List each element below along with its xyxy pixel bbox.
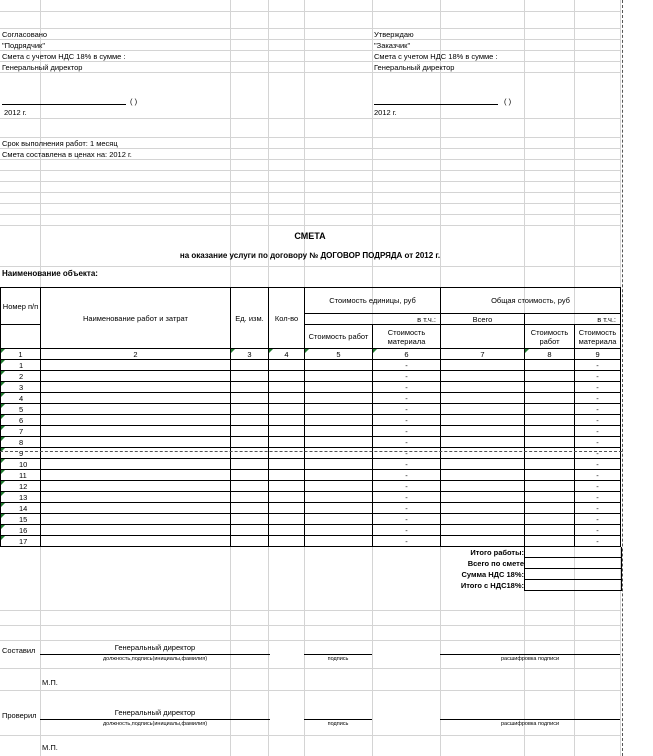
grid-line	[0, 170, 620, 171]
row-number-cell: 8	[1, 437, 41, 448]
dash-cell: -	[575, 470, 621, 481]
grid-line	[0, 72, 620, 73]
dash-cell: -	[575, 514, 621, 525]
cell-marker-icon	[373, 349, 377, 353]
empty-cell	[441, 525, 525, 536]
column-number-cell: 5	[305, 349, 373, 360]
cell-marker-icon	[1, 514, 5, 518]
dash-cell: -	[575, 360, 621, 371]
empty-cell	[525, 481, 575, 492]
dash-cell: -	[373, 448, 441, 459]
empty-cell	[441, 514, 525, 525]
header-total-cost: Общая стоимость, руб	[441, 288, 621, 314]
empty-cell	[525, 382, 575, 393]
right-party: "Заказчик"	[374, 41, 411, 50]
right-signature-line	[374, 104, 498, 105]
cell-marker-icon	[1, 525, 5, 529]
grid-line	[0, 28, 620, 29]
compiled-sign-caption: подпись	[327, 656, 349, 662]
cell-marker-icon	[525, 349, 529, 353]
empty-cell	[231, 404, 269, 415]
row-number-cell: 6	[1, 415, 41, 426]
empty-cell	[269, 503, 305, 514]
empty-cell	[269, 437, 305, 448]
dash-cell: -	[575, 481, 621, 492]
cell-marker-icon	[1, 503, 5, 507]
totals-all-label: Всего по смете	[467, 559, 524, 568]
left-position: Генеральный директор	[2, 63, 83, 72]
empty-cell	[231, 503, 269, 514]
header-num-blank	[1, 325, 41, 349]
cell-marker-icon	[1, 492, 5, 496]
empty-cell	[305, 503, 373, 514]
empty-cell	[305, 393, 373, 404]
table-row	[1, 481, 621, 492]
row-number-cell: 2	[1, 371, 41, 382]
cell-marker-icon	[1, 404, 5, 408]
row-number-cell: 4	[1, 393, 41, 404]
document-title: СМЕТА	[294, 231, 326, 241]
column-number-cell: 9	[575, 349, 621, 360]
row-number-cell: 10	[1, 459, 41, 470]
cell-marker-icon	[1, 536, 5, 540]
empty-cell	[441, 536, 525, 547]
empty-cell	[231, 371, 269, 382]
grid-line	[0, 159, 620, 160]
right-sign-paren: ( )	[504, 97, 512, 106]
empty-cell	[441, 360, 525, 371]
dash-cell: -	[575, 492, 621, 503]
grid-line	[0, 225, 620, 226]
column-number-cell: 7	[441, 349, 525, 360]
table-row	[1, 492, 621, 503]
dash-cell: -	[373, 459, 441, 470]
dash-cell: -	[575, 536, 621, 547]
grid-line	[0, 39, 620, 40]
header-unit-works: Стоимость работ	[305, 325, 373, 349]
empty-cell	[231, 393, 269, 404]
header-incl-total: в т.ч.:	[525, 314, 621, 325]
cell-marker-icon	[1, 393, 5, 397]
right-position: Генеральный директор	[374, 63, 455, 72]
empty-cell	[441, 470, 525, 481]
empty-cell	[525, 404, 575, 415]
estimate-table	[0, 287, 621, 547]
grid-line	[0, 118, 620, 119]
empty-cell	[269, 360, 305, 371]
empty-cell	[231, 448, 269, 459]
cell-marker-icon	[1, 437, 5, 441]
grid-line	[0, 61, 620, 62]
cell-marker-icon	[231, 349, 235, 353]
empty-cell	[305, 448, 373, 459]
grid-line	[0, 735, 620, 736]
row-number-cell: 16	[1, 525, 41, 536]
empty-cell	[41, 536, 231, 547]
left-signature-line	[2, 104, 126, 105]
checked-decode-caption: расшифровка подписи	[500, 721, 560, 727]
empty-cell	[41, 459, 231, 470]
compiled-position-caption: должность,подпись(инициалы,фамилия)	[102, 656, 208, 662]
column-number-cell: 6	[373, 349, 441, 360]
checked-position-caption: должность,подпись(инициалы,фамилия)	[102, 721, 208, 727]
empty-cell	[305, 536, 373, 547]
table-row	[1, 514, 621, 525]
empty-cell	[231, 415, 269, 426]
empty-cell	[41, 503, 231, 514]
empty-cell	[41, 470, 231, 481]
empty-cell	[525, 371, 575, 382]
empty-cell	[441, 426, 525, 437]
dash-cell: -	[373, 503, 441, 514]
grid-line	[0, 148, 620, 149]
empty-cell	[41, 448, 231, 459]
dash-cell: -	[373, 415, 441, 426]
grid-line	[0, 181, 620, 182]
empty-cell	[269, 382, 305, 393]
cell-marker-icon	[1, 415, 5, 419]
grid-line	[0, 610, 620, 611]
row-number-cell: 7	[1, 426, 41, 437]
empty-cell	[231, 470, 269, 481]
row-number-cell: 3	[1, 382, 41, 393]
row-number-cell: 13	[1, 492, 41, 503]
empty-cell	[269, 481, 305, 492]
dash-cell: -	[373, 525, 441, 536]
document-subtitle: на оказание услуги по договору № ДОГОВОР ПОДРЯДА от 2012 г.	[179, 251, 441, 260]
row-number-cell: 14	[1, 503, 41, 514]
empty-cell	[525, 525, 575, 536]
cell-marker-icon	[1, 360, 5, 364]
cell-marker-icon	[1, 349, 5, 353]
empty-cell	[441, 492, 525, 503]
empty-cell	[269, 536, 305, 547]
column-number-cell: 1	[1, 349, 41, 360]
empty-cell	[305, 371, 373, 382]
empty-cell	[305, 492, 373, 503]
empty-cell	[525, 503, 575, 514]
dash-cell: -	[575, 404, 621, 415]
empty-cell	[305, 514, 373, 525]
grid-line	[0, 625, 620, 626]
grid-line	[0, 214, 620, 215]
checked-stamp: М.П.	[42, 743, 58, 752]
empty-cell	[41, 360, 231, 371]
table-row	[1, 393, 621, 404]
empty-cell	[231, 426, 269, 437]
column-number-cell: 3	[231, 349, 269, 360]
empty-cell	[269, 393, 305, 404]
empty-cell	[41, 481, 231, 492]
empty-cell	[441, 415, 525, 426]
table-row	[1, 382, 621, 393]
totals-all-value	[524, 558, 622, 569]
grid-line	[0, 668, 620, 669]
empty-cell	[231, 525, 269, 536]
grid-line	[0, 690, 620, 691]
empty-cell	[231, 382, 269, 393]
cell-marker-icon	[1, 459, 5, 463]
empty-cell	[41, 426, 231, 437]
term-line: Срок выполнения работ: 1 месяц	[2, 139, 118, 148]
cell-marker-icon	[305, 349, 309, 353]
header-incl-unit: в т.ч.:	[305, 314, 441, 325]
dash-cell: -	[575, 371, 621, 382]
dash-cell: -	[373, 393, 441, 404]
totals-works-label: Итого работы:	[470, 548, 524, 557]
left-sign-paren: ( )	[130, 97, 138, 106]
grid-line	[0, 640, 620, 641]
empty-cell	[305, 470, 373, 481]
empty-cell	[305, 525, 373, 536]
right-vat-line: Смета с учетом НДС 18% в сумме :	[374, 52, 498, 61]
dash-cell: -	[575, 393, 621, 404]
grid-line	[0, 266, 620, 267]
cell-marker-icon	[1, 481, 5, 485]
row-number-cell: 9	[1, 448, 41, 459]
table-body	[1, 360, 621, 547]
checked-sign-caption: подпись	[327, 721, 349, 727]
empty-cell	[441, 393, 525, 404]
grid-line	[0, 137, 620, 138]
dash-cell: -	[575, 415, 621, 426]
empty-cell	[41, 525, 231, 536]
totals-vat-value	[524, 569, 622, 580]
empty-cell	[269, 404, 305, 415]
table-row	[1, 360, 621, 371]
header-total-materials: Стоимость материала	[575, 325, 621, 349]
cell-marker-icon	[1, 382, 5, 386]
table-row	[1, 459, 621, 470]
checked-label: Проверил	[2, 711, 37, 720]
left-year: 2012 г.	[4, 108, 27, 117]
table-row	[1, 448, 621, 459]
grid-line	[0, 50, 620, 51]
empty-cell	[525, 536, 575, 547]
dash-cell: -	[373, 437, 441, 448]
grid-line	[0, 11, 620, 12]
compiled-decode-caption: расшифровка подписи	[500, 656, 560, 662]
row-number-cell: 17	[1, 536, 41, 547]
header-unit-materials: Стоимость материала	[373, 325, 441, 349]
totals-with-vat-label: Итого с НДС18%:	[460, 581, 524, 590]
empty-cell	[305, 481, 373, 492]
empty-cell	[269, 371, 305, 382]
row-number-cell: 1	[1, 360, 41, 371]
header-unit-cost: Стоимость единицы, руб	[305, 288, 441, 314]
empty-cell	[525, 393, 575, 404]
empty-cell	[525, 470, 575, 481]
empty-cell	[41, 415, 231, 426]
empty-cell	[41, 492, 231, 503]
dash-cell: -	[575, 448, 621, 459]
header-num: Номер п/п	[1, 288, 41, 325]
empty-cell	[525, 492, 575, 503]
empty-cell	[305, 426, 373, 437]
grid-line	[0, 192, 620, 193]
compiled-stamp: М.П.	[42, 678, 58, 687]
table-row	[1, 371, 621, 382]
empty-cell	[231, 514, 269, 525]
header-qty: Кол-во	[269, 288, 305, 349]
empty-cell	[231, 481, 269, 492]
empty-cell	[305, 459, 373, 470]
empty-cell	[525, 437, 575, 448]
dash-cell: -	[373, 426, 441, 437]
empty-cell	[269, 459, 305, 470]
column-number-cell: 4	[269, 349, 305, 360]
dash-cell: -	[373, 382, 441, 393]
empty-cell	[41, 437, 231, 448]
empty-cell	[269, 448, 305, 459]
empty-cell	[441, 437, 525, 448]
empty-cell	[441, 371, 525, 382]
dash-cell: -	[373, 536, 441, 547]
empty-cell	[441, 404, 525, 415]
empty-cell	[525, 514, 575, 525]
dash-cell: -	[373, 492, 441, 503]
prices-line: Смета составлена в ценах на: 2012 г.	[2, 150, 132, 159]
empty-cell	[269, 525, 305, 536]
dash-cell: -	[575, 525, 621, 536]
totals-vat-label: Сумма НДС 18%:	[461, 570, 524, 579]
dash-cell: -	[575, 437, 621, 448]
dash-cell: -	[575, 382, 621, 393]
header-unit: Ед. изм.	[231, 288, 269, 349]
empty-cell	[231, 360, 269, 371]
page-break-horizontal	[0, 451, 622, 452]
empty-cell	[525, 448, 575, 459]
empty-cell	[41, 382, 231, 393]
empty-cell	[305, 404, 373, 415]
empty-cell	[41, 514, 231, 525]
empty-cell	[525, 459, 575, 470]
empty-cell	[41, 371, 231, 382]
right-heading: Утверждаю	[374, 30, 414, 39]
column-number-cell: 8	[525, 349, 575, 360]
empty-cell	[441, 503, 525, 514]
dash-cell: -	[373, 371, 441, 382]
dash-cell: -	[373, 481, 441, 492]
empty-cell	[441, 459, 525, 470]
empty-cell	[269, 470, 305, 481]
table-row	[1, 525, 621, 536]
empty-cell	[525, 415, 575, 426]
checked-position: Генеральный директор	[114, 708, 196, 717]
dash-cell: -	[575, 503, 621, 514]
cell-marker-icon	[269, 349, 273, 353]
header-total: Всего	[441, 314, 525, 325]
row-number-cell: 5	[1, 404, 41, 415]
empty-cell	[231, 536, 269, 547]
table-row	[1, 404, 621, 415]
dash-cell: -	[373, 514, 441, 525]
left-party: "Подрядчик"	[2, 41, 46, 50]
empty-cell	[269, 492, 305, 503]
empty-cell	[305, 382, 373, 393]
compiled-position: Генеральный директор	[114, 643, 196, 652]
table-row	[1, 470, 621, 481]
empty-cell	[441, 448, 525, 459]
empty-cell	[269, 426, 305, 437]
empty-cell	[231, 492, 269, 503]
empty-cell	[231, 437, 269, 448]
cell-marker-icon	[1, 426, 5, 430]
empty-cell	[441, 382, 525, 393]
empty-cell	[41, 404, 231, 415]
column-number-cell: 2	[41, 349, 231, 360]
totals-block	[440, 547, 620, 591]
totals-with-vat-value	[524, 580, 622, 591]
empty-cell	[41, 393, 231, 404]
empty-cell	[441, 481, 525, 492]
left-vat-line: Смета с учетом НДС 18% в сумме :	[2, 52, 126, 61]
column-numbers-row	[1, 349, 621, 360]
row-number-cell: 15	[1, 514, 41, 525]
page-break-vertical	[622, 0, 623, 756]
table-row	[1, 503, 621, 514]
empty-cell	[305, 437, 373, 448]
object-label: Наименование объекта:	[2, 269, 98, 278]
table-row	[1, 415, 621, 426]
empty-cell	[269, 514, 305, 525]
empty-cell	[525, 360, 575, 371]
row-number-cell: 12	[1, 481, 41, 492]
header-total-works: Стоимость работ	[525, 325, 575, 349]
empty-cell	[305, 360, 373, 371]
cell-marker-icon	[1, 470, 5, 474]
dash-cell: -	[575, 426, 621, 437]
header-total-blank	[441, 325, 525, 349]
empty-cell	[525, 426, 575, 437]
compiled-label: Составил	[2, 646, 36, 655]
dash-cell: -	[373, 404, 441, 415]
empty-cell	[231, 459, 269, 470]
dash-cell: -	[575, 459, 621, 470]
dash-cell: -	[373, 360, 441, 371]
empty-cell	[305, 415, 373, 426]
empty-cell	[269, 415, 305, 426]
right-year: 2012 г.	[374, 108, 397, 117]
header-name: Наименование работ и затрат	[41, 288, 231, 349]
table-row	[1, 536, 621, 547]
row-number-cell: 11	[1, 470, 41, 481]
cell-marker-icon	[1, 371, 5, 375]
table-row	[1, 437, 621, 448]
table-row	[1, 426, 621, 437]
left-heading: Согласовано	[2, 30, 48, 39]
grid-line	[0, 203, 620, 204]
totals-works-value	[524, 547, 622, 558]
dash-cell: -	[373, 470, 441, 481]
